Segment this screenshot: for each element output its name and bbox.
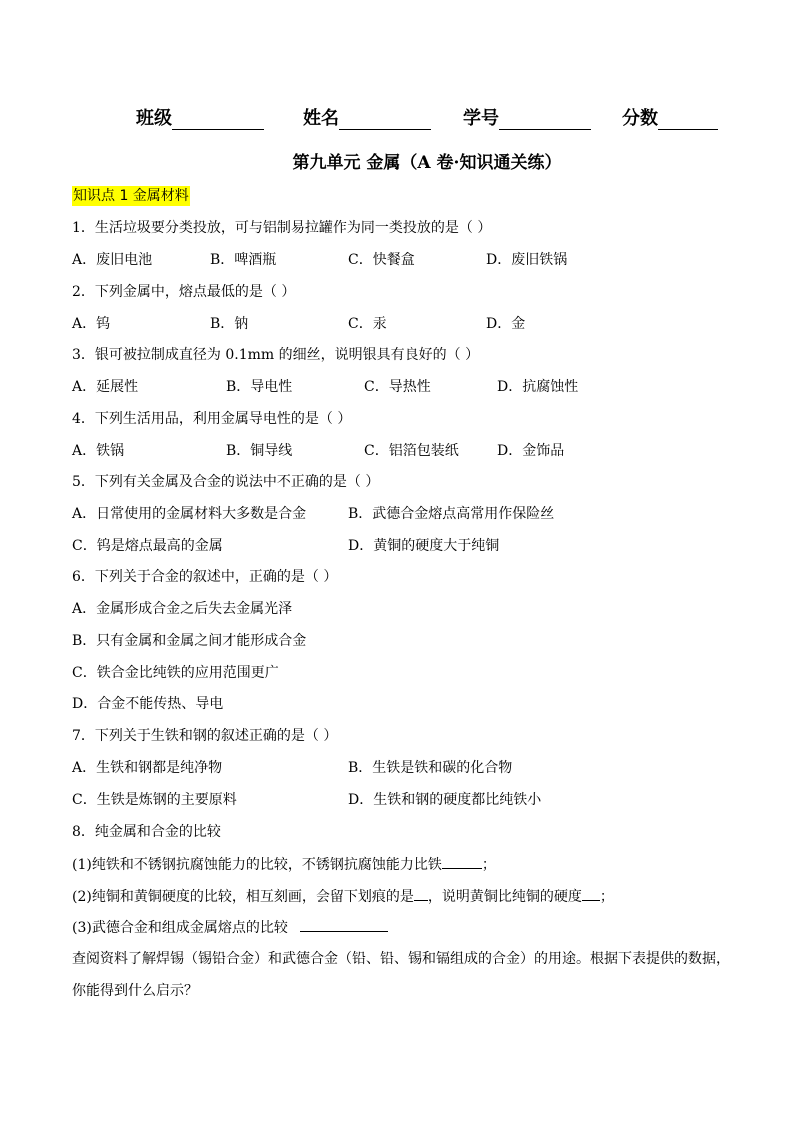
name-blank[interactable] bbox=[339, 107, 431, 130]
answer-blank[interactable] bbox=[442, 854, 482, 869]
question-1-option-c: C．快餐盒 bbox=[348, 252, 415, 268]
answer-blank[interactable] bbox=[414, 886, 428, 901]
question-5-option-a: A．日常使用的金属材料大多数是合金 bbox=[72, 506, 307, 522]
question-2-option-a: A．钨 bbox=[72, 316, 111, 332]
question-6-option-a: A．金属形成合金之后失去金属光泽 bbox=[72, 601, 293, 617]
question-1-option-b: B．啤酒瓶 bbox=[210, 252, 277, 268]
question-8-part-1-text: (1)纯铁和不锈钢抗腐蚀能力的比较，不锈钢抗腐蚀能力比铁 bbox=[72, 857, 442, 873]
question-6-stem: 6．下列关于合金的叙述中，正确的是（ ） bbox=[72, 569, 338, 585]
question-8-part-2 bbox=[72, 886, 614, 907]
question-8-paragraph-line-2: 你能得到什么启示？ bbox=[72, 983, 198, 999]
question-8-part-2-mid: ，说明黄铜比纯铜的硬度 bbox=[427, 889, 582, 905]
question-7-option-d: D．生铁和钢的硬度都比纯铁小 bbox=[348, 792, 542, 808]
question-6-option-b: B．只有金属和金属之间才能形成合金 bbox=[72, 633, 307, 649]
question-3-stem: 3．银可被拉制成直径为 0.1mm 的细丝，说明银具有良好的（ ） bbox=[72, 347, 480, 363]
question-8-paragraph-line-1: 查阅资料了解焊锡（锡铅合金）和武德合金（铅、铅、锡和镉组成的合金）的用途。根据下表提供的数据， bbox=[72, 951, 730, 967]
question-2-option-b: B．钠 bbox=[210, 316, 249, 332]
score-blank[interactable] bbox=[658, 107, 718, 130]
question-6-option-d: D．合金不能传热、导电 bbox=[72, 696, 224, 712]
question-4-option-c: C．铝箔包装纸 bbox=[364, 443, 459, 459]
score-field bbox=[622, 104, 718, 130]
question-8-part-2-text: (2)纯铜和黄铜硬度的比较，相互刻画，会留下划痕的是 bbox=[72, 889, 414, 905]
question-4-option-d: D．金饰品 bbox=[497, 443, 565, 459]
answer-blank[interactable] bbox=[582, 886, 600, 901]
name-field bbox=[303, 104, 431, 130]
question-8-part-2-tail: ； bbox=[599, 889, 614, 905]
question-4-option-a: A．铁锅 bbox=[72, 443, 125, 459]
question-5-option-d: D．黄铜的硬度大于纯铜 bbox=[348, 538, 500, 554]
question-4-stem: 4．下列生活用品，利用金属导电性的是（ ） bbox=[72, 411, 352, 427]
question-8-part-1-tail: ； bbox=[481, 857, 496, 873]
question-3-option-b: B．导电性 bbox=[226, 379, 293, 395]
question-7-option-b: B．生铁是铁和碳的化合物 bbox=[348, 760, 513, 776]
class-label: 班级 bbox=[136, 108, 172, 129]
question-7-option-a: A．生铁和钢都是纯净物 bbox=[72, 760, 223, 776]
question-5-option-b: B．武德合金熔点高常用作保险丝 bbox=[348, 506, 555, 522]
student-no-field bbox=[463, 104, 591, 130]
question-8-stem: 8．纯金属和合金的比较 bbox=[72, 824, 221, 840]
question-6-option-c: C．铁合金比纯铁的应用范围更广 bbox=[72, 665, 279, 681]
question-1-option-d: D．废旧铁锅 bbox=[486, 252, 568, 268]
question-2-stem: 2．下列金属中，熔点最低的是（ ） bbox=[72, 284, 296, 300]
answer-blank[interactable] bbox=[300, 917, 388, 932]
question-5-stem: 5．下列有关金属及合金的说法中不正确的是（ ） bbox=[72, 474, 380, 490]
question-3-option-c: C．导热性 bbox=[364, 379, 431, 395]
class-field bbox=[136, 104, 264, 130]
question-8-part-1 bbox=[72, 854, 496, 875]
name-label: 姓名 bbox=[303, 108, 339, 129]
student-no-label: 学号 bbox=[463, 108, 499, 129]
question-7-stem: 7．下列关于生铁和钢的叙述正确的是（ ） bbox=[72, 728, 338, 744]
question-8-part-3 bbox=[72, 917, 388, 938]
question-3-option-a: A．延展性 bbox=[72, 379, 139, 395]
student-no-blank[interactable] bbox=[499, 107, 591, 130]
class-blank[interactable] bbox=[172, 107, 264, 130]
question-5-option-c: C．钨是熔点最高的金属 bbox=[72, 538, 223, 554]
question-8-part-3-text: (3)武德合金和组成金属熔点的比较 bbox=[72, 920, 288, 936]
page-title: 第九单元 金属（A 卷·知识通关练） bbox=[292, 153, 562, 173]
section-label: 知识点 1 金属材料 bbox=[73, 188, 189, 204]
question-2-option-c: C．汞 bbox=[348, 316, 387, 332]
question-3-option-d: D．抗腐蚀性 bbox=[497, 379, 579, 395]
question-4-option-b: B．铜导线 bbox=[226, 443, 293, 459]
score-label: 分数 bbox=[622, 108, 658, 129]
question-7-option-c: C．生铁是炼钢的主要原料 bbox=[72, 792, 237, 808]
question-1-option-a: A．废旧电池 bbox=[72, 252, 153, 268]
question-2-option-d: D．金 bbox=[486, 316, 526, 332]
question-1-stem: 1．生活垃圾要分类投放，可与铝制易拉罐作为同一类投放的是（ ） bbox=[72, 220, 492, 236]
